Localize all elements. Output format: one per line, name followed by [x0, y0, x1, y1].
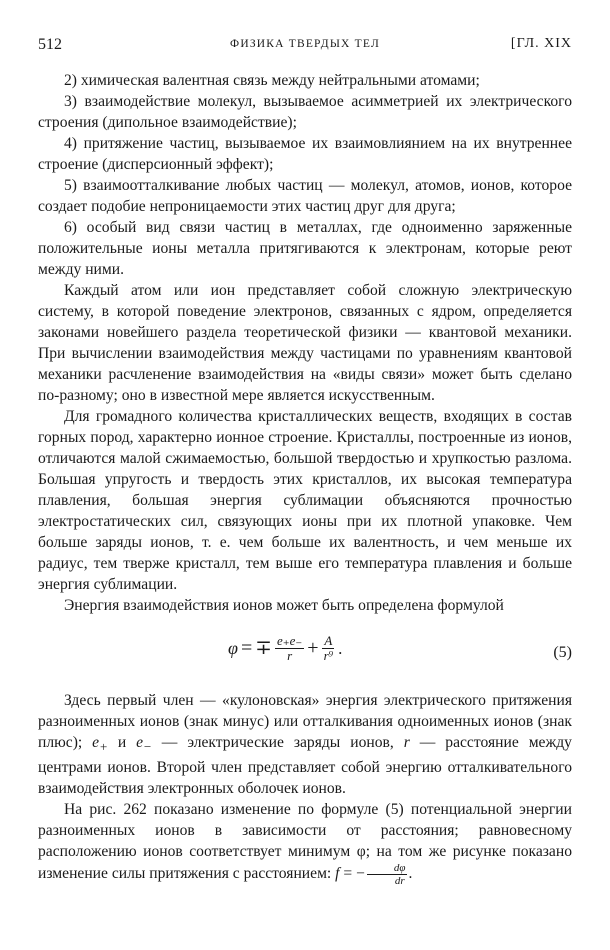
chapter-label: [ГЛ. XIX: [510, 36, 572, 51]
page-body: [38, 70, 572, 887]
page-header: [38, 36, 572, 58]
formula-fraction-2: [322, 634, 336, 663]
figure-text-a: На рис. 262 показано изменение по формуле (5) потенциальной энергии разноименных ионов в зависимости от расстояния; равновесному расположению ионов соответствует минимум φ; на том же рисунке показано изменение силы притяжения с расстоянием:: [38, 801, 572, 883]
charge-e-plus: [92, 734, 108, 755]
derivative-fraction: [367, 862, 407, 887]
formula-number: (5): [553, 644, 572, 661]
fraction-2-denominator: r⁹: [323, 648, 334, 663]
force-f: f: [335, 865, 340, 883]
here-and: и: [107, 734, 137, 751]
formula-lhs: φ: [228, 638, 238, 658]
figure-end: .: [408, 865, 413, 883]
fraction-1-denominator: r: [287, 648, 293, 663]
formula-fraction-1: [275, 634, 304, 663]
charge-e-plus-letter: e: [92, 734, 100, 751]
list-item-5: 5) взаимоотталкивание любых частиц — молекул, атомов, ионов, которое создает подобие непроницаемости этих частиц друг для друга;: [38, 177, 572, 215]
distance-r: r: [403, 734, 410, 751]
formula-end: .: [338, 639, 343, 658]
here-text-b: — электрические заряды ионов,: [151, 734, 404, 751]
list-item-2: 2) химическая валентная связь между нейтральными атомами;: [64, 72, 480, 89]
paragraph-figure: [38, 799, 572, 887]
here-text-c: — расстояние между центрами ионов. Второй член представляет собой энергию отталкивательного взаимодействия электронных оболочек ионов.: [38, 734, 572, 798]
paragraph-energy-intro: Энергия взаимодействия ионов может быть определена формулой: [64, 597, 504, 614]
paragraph-crystals: Для громадного количества кристаллических веществ, входящих в состав горных пород, характерно ионное строение. Кристаллы, построенные из ионов, отличаются малой сжимаемостью, большой твердостью и хрупкостью разлома. Большая упругость и твердость этих кристаллов, их высокая температура плавления, большая энергия сублимации объясняются прочностью электростатических сил, связующих ионы при их плотной упаковке. Чем больше заряды ионов, т. е. чем больше их валентность, и чем меньше их радиус, тем тверже кристалл, тем выше его температура плавления и больше энергия сублимации.: [38, 408, 572, 593]
formula-5: [38, 620, 572, 682]
derivative-numerator: dφ: [367, 862, 407, 875]
formula-eq: =: [240, 637, 253, 659]
book-page: [38, 36, 572, 887]
figure-eq: = −: [339, 865, 365, 883]
paragraph-atom: Каждый атом или ион представляет собой сложную электрическую систему, в которой поведение электронов, связанных с ядром, определяется законами новейшего раздела теоретической физики — квантовой механики. При вычислении взаимодействия между частицами по уравнениям квантовой механики расчленение взаимодействия на «виды связи» может быть сделано по-разному; оно в известной мере является искусственным.: [38, 282, 572, 404]
running-title: ФИЗИКА ТВЕРДЫХ ТЕЛ: [230, 38, 380, 50]
formula-plus: +: [307, 637, 319, 659]
formula-expression: [228, 634, 342, 663]
paragraph-here: [38, 690, 572, 799]
formula-sign: ∓: [255, 637, 273, 659]
charge-e-minus-sub: −: [143, 739, 152, 755]
fraction-1-numerator: e₊e₋: [277, 633, 303, 648]
charge-e-minus: [136, 734, 152, 755]
charge-e-minus-letter: e: [136, 734, 144, 751]
fraction-2-numerator: A: [324, 633, 333, 648]
charge-e-plus-sub: +: [99, 739, 108, 755]
list-item-3: 3) взаимодействие молекул, вызываемое асимметрией их электрического строения (дипольное взаимодействие);: [38, 93, 572, 131]
here-text-a: Здесь первый член — «кулоновская» энергия электрического притяжения разноименных ионов (знак минус) или отталкивания одноименных ионов (знак плюс);: [38, 692, 572, 751]
derivative-denominator: dr: [394, 875, 405, 888]
page-number: 512: [38, 36, 62, 53]
list-item-4: 4) притяжение частиц, вызываемое их взаимовлиянием на их внутреннее строение (дисперсионный эффект);: [38, 135, 572, 173]
list-item-6: 6) особый вид связи частиц в металлах, где одноименно заряженные положительные ионы металла притягиваются к электронам, которые реют между ними.: [38, 219, 572, 278]
